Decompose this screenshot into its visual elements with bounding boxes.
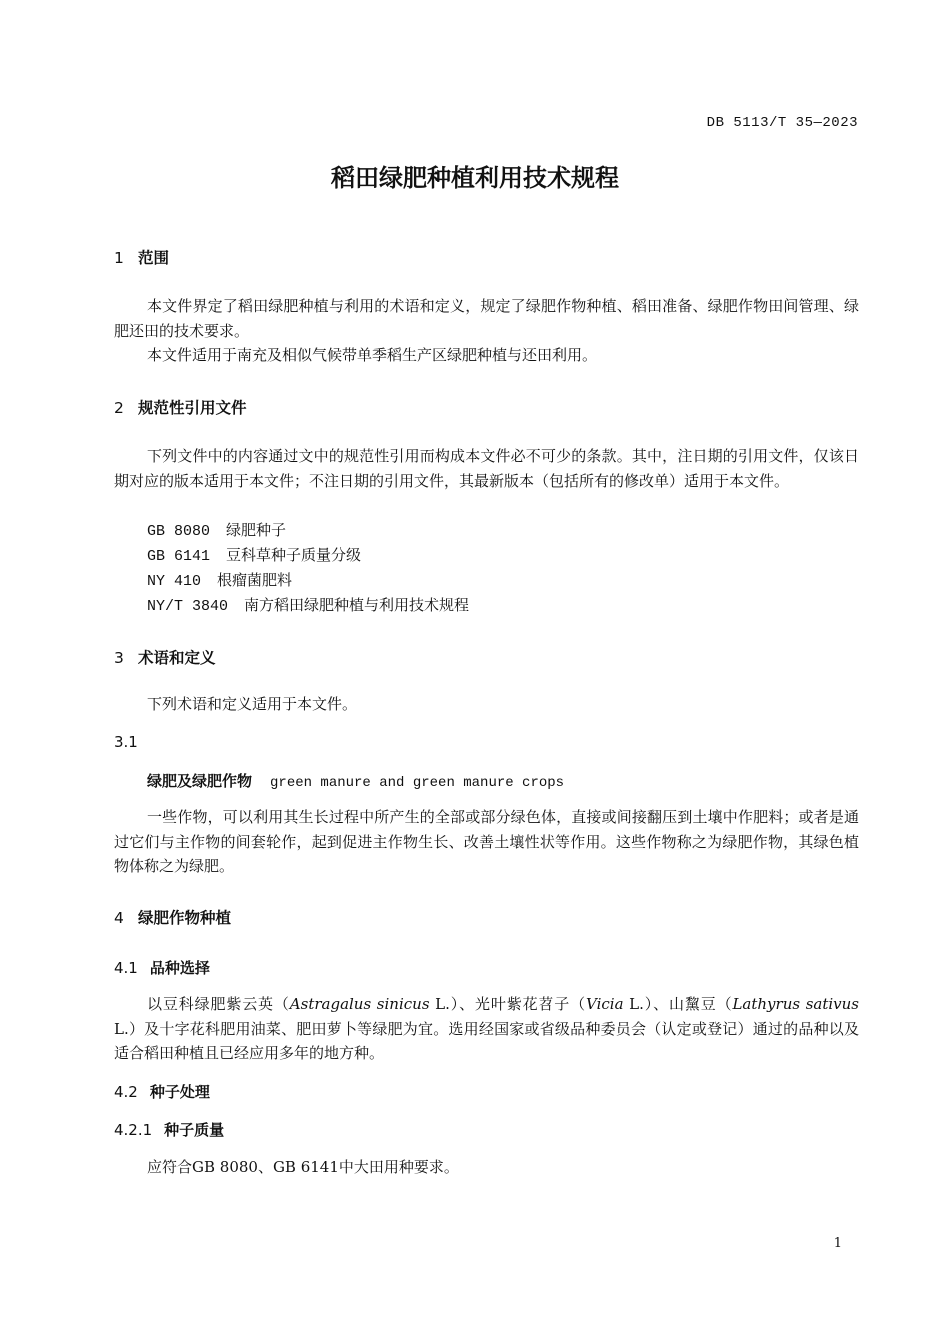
reference-item xyxy=(147,594,469,615)
text-run: 以豆科绿肥紫云英（ xyxy=(147,995,290,1013)
subsection-4-2-heading xyxy=(114,1081,210,1102)
section-title: 范围 xyxy=(138,249,170,267)
reference-code: NY/T 3840 xyxy=(147,598,229,615)
section-title: 规范性引用文件 xyxy=(138,399,247,417)
paragraph: 下列术语和定义适用于本文件。 xyxy=(147,695,358,713)
text-run: L.）及十字花科肥用油菜、肥田萝卜等绿肥为宜。选用经国家或省级品种委员会（认定或登记）通过的品种以及适合稻田种植且已经应用多年的地方种。 xyxy=(114,1019,859,1062)
section-number: 2 xyxy=(114,399,124,417)
text-run: L.）、光叶紫花苕子（ xyxy=(429,995,587,1013)
latin-name: Vicia xyxy=(586,995,624,1013)
subsection-4-2-1-heading xyxy=(114,1119,224,1140)
paragraph: 本文件适用于南充及相似气候带单季稻生产区绿肥种植与还田利用。 xyxy=(147,346,598,364)
subsection-title: 种子质量 xyxy=(164,1121,225,1139)
reference-code: NY 410 xyxy=(147,573,202,590)
document-code: DB 5113/T 35—2023 xyxy=(706,115,858,131)
section-2-heading xyxy=(114,396,247,418)
section-1-heading xyxy=(114,246,169,268)
paragraph: 下列文件中的内容通过文中的规范性引用而构成本文件必不可少的条款。其中，注日期的引用文件，仅该日期对应的版本适用于本文件；不注日期的引用文件，其最新版本（包括所有的修改单）适用于本文件。 xyxy=(114,447,859,490)
text-run: L.）、山黧豆（ xyxy=(623,995,733,1013)
section-number: 3 xyxy=(114,649,124,667)
subsection-number: 4.2.1 xyxy=(114,1121,153,1139)
term-entry xyxy=(147,770,564,791)
reference-item xyxy=(147,544,361,565)
section-3-heading xyxy=(114,646,216,668)
reference-name: 豆科草种子质量分级 xyxy=(226,546,362,564)
reference-name: 绿肥种子 xyxy=(226,521,287,539)
reference-name: 根瘤菌肥料 xyxy=(217,571,293,589)
subsection-number: 4.1 xyxy=(114,959,138,977)
section-number: 1 xyxy=(114,249,124,267)
term-chinese: 绿肥及绿肥作物 xyxy=(147,772,253,790)
section-title: 绿肥作物种植 xyxy=(138,909,232,927)
page-number: 1 xyxy=(833,1236,842,1251)
reference-code: GB 6141 xyxy=(147,548,211,565)
reference-code: GB 8080 xyxy=(147,523,211,540)
paragraph: 应符合GB 8080、GB 6141中大田用种要求。 xyxy=(147,1158,459,1176)
section-number: 4 xyxy=(114,909,124,927)
reference-name: 南方稻田绿肥种植与利用技术规程 xyxy=(244,596,470,614)
latin-name: Lathyrus sativus xyxy=(732,995,859,1013)
term-english: green manure and green manure crops xyxy=(270,775,565,791)
subsection-number: 4.2 xyxy=(114,1083,138,1101)
term-definition: 一些作物，可以利用其生长过程中所产生的全部或部分绿色体，直接或间接翻压到土壤中作肥料；或者是通过它们与主作物的间套轮作，起到促进主作物生长、改善土壤性状等作用。这些作物称之为绿肥作物，其绿色植物体称之为绿肥。 xyxy=(114,808,859,875)
subsection-title: 品种选择 xyxy=(149,959,210,977)
document-title: 稻田绿肥种植利用技术规程 xyxy=(331,164,619,192)
subsection-number: 3.1 xyxy=(114,733,138,751)
subsection-4-1-heading xyxy=(114,957,210,978)
reference-item xyxy=(147,569,292,590)
latin-name: Astragalus sinicus xyxy=(289,995,430,1013)
subsection-title: 种子处理 xyxy=(149,1083,210,1101)
paragraph xyxy=(114,992,859,1066)
section-title: 术语和定义 xyxy=(138,649,216,667)
reference-item xyxy=(147,519,286,540)
paragraph: 本文件界定了稻田绿肥种植与利用的术语和定义，规定了绿肥作物种植、稻田准备、绿肥作物田间管理、绿肥还田的技术要求。 xyxy=(114,297,859,340)
section-4-heading xyxy=(114,906,231,928)
